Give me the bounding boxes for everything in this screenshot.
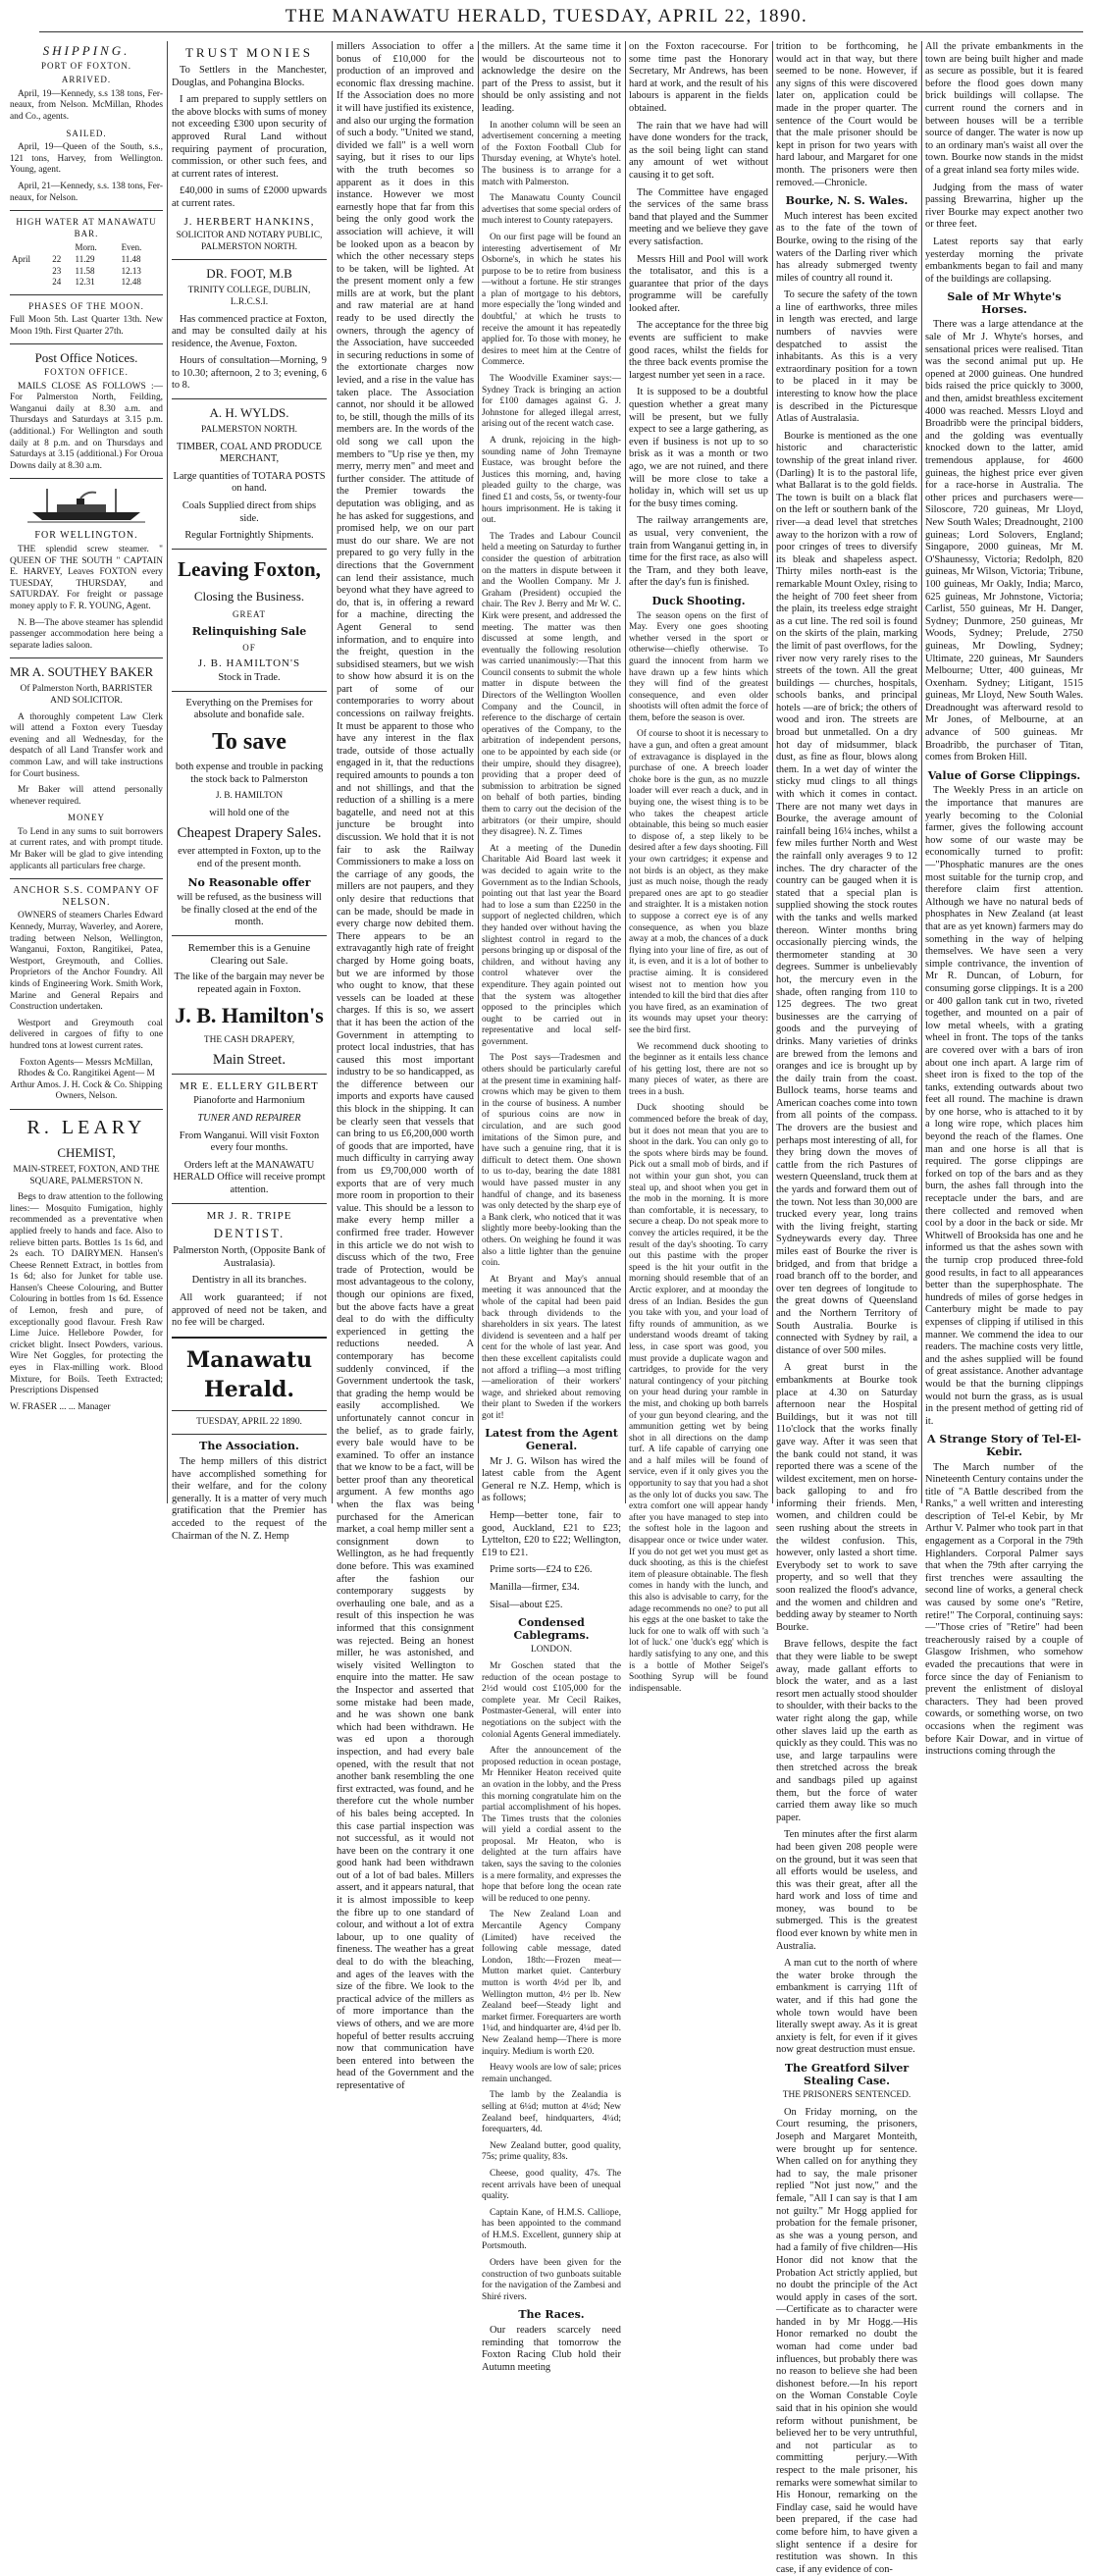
foot-sub: TRINITY COLLEGE, DUBLIN, L.R.C.S.I.: [187, 286, 311, 307]
whyte-horses-heading: Sale of Mr Whyte's Horses.: [947, 290, 1062, 316]
news-item: On our first page will be found an interesting advertisement of Mr Osborne's, in which he states his purpose to be to retire from business—without a fortune. He stir stranges a plan of mortgage to his debtors, more especially the 'long winded and doubtful,' at which he trusts to receive the amount it has repeatedly applied for. To those with money, he desires to meet him at the Centre of Commerce.: [482, 232, 621, 368]
hamilton-stock: J. B. HAMILTON'S: [197, 657, 301, 669]
duck-text: We recommend duck shooting to the beginner as it entails less chance of his getting lost, there are not so many pieces of water, as there are trees in a bush.: [629, 1041, 768, 1097]
foot-name: DR. FOOT, M.B: [206, 266, 292, 282]
wylds-sub: PALMERSTON NORTH.: [201, 425, 297, 436]
agent-text: Sisal—about £25.: [490, 1599, 563, 1610]
wellington-heading: FOR WELLINGTON.: [34, 530, 138, 542]
races-heading: The Races.: [518, 2308, 585, 2322]
agent-text: Hemp—better tone, fair to good, Auckland, £21 to £23; Lyttelton, £20 to £22; Wellington, £19 to £21.: [482, 1510, 621, 1558]
races-text: The Committee have engaged the services of the same brass band that played and the Summer meeting and we believe they gave every satisfaction.: [629, 186, 768, 247]
agent-text: Mr J. G. Wilson has wired the latest cable from the Agent General re N.Z. Hemp, which is as follows;: [482, 1455, 621, 1504]
jb-hamilton: J. B. HAMILTON: [215, 791, 284, 802]
article-text: trition to be forthcoming, he would act in that way, but there seemed to be none. However, if any signs of this were discovered later on, application could be made in the proper quarter. The sentence of the Court would be that the male prisoner should be kept in prison for two years with hard labour, and Margaret for one month. The prisoners were then removed.—Chronicle.: [776, 41, 917, 188]
races-text: Our readers scarcely need reminding that tomorrow the Foxton Racing Club hold their Autumn meeting: [482, 2325, 621, 2373]
to-save-text: both expense and trouble in packing the stock back to Palmerston: [175, 761, 324, 785]
duck-shooting-heading: Duck Shooting.: [651, 594, 746, 607]
leary-text: Begs to draw attention to the following lines:— Mosquito Fumigation, highly recommended as a preventative when applied freely to hands and face. Also to relieve bitten parts. Bottles 1s 1s 6d, and 2s each. TO DAIRYMEN. Hansen's Cheese Rennett Extract, in bottles from 1s 6d; also for Junket for table use. Hansen's Cheese Colouring, and Butter Colouring in bottles from 1s 6d. Essence of Lemon, fresh and pure, of exceptionally good flavour. Fresh Raw Lime Juice. Hellebore Powder, for cricket blight. Insect Powders, various. Wire Net Goggles, for protecting the eyes in Flax-milling work. Blood Mixture, for Boils. Teeth Extracted; Prescriptions Dispensed: [10, 1192, 163, 1396]
masthead-rule: [39, 31, 1083, 32]
tel-el-kebir-text: The March number of the Nineteenth Century contains under the title of "A Battle described from the Ranks," a well written and interesting description of Tel-el Kebir, by Mr Arthur V. Palmer who took part in that engagement as a Corporal in the 79th Highlanders. Corporal Palmer says that when the 79th after carrying the first trenches were assaulting the second line of works, a general check was caused by some one's "Retire, retire!" The Corporal, continuing says:—"Those cries of "Retire" had been treacherously raised by a couple of Glasgow Irishmen, who somehow evaded the precautions that were in force since the day of Fenianism to prevent the enlistment of disloyal characters. They had been proved cowards, or something worse, on two occasions when the regiment was before Kair Dowar, and in virtue of instructions coming through the: [925, 1461, 1083, 1758]
cable-text: The New Zealand Loan and Mercantile Agency Company (Limited) have received the following cable message, dated London, 18th:—Frozen meat—Mutton market quiet. Canterbury mutton is worth 4½d per lb, and Wellington mutton, 4½ per lb. New Zealand beef—Steady light and market firmer. Forequarters are worth 1¼d, and hindquarter are, 4¼d per lb. New Zealand hemp—There is more inquiry. Medium is worth £20.: [482, 1910, 621, 2057]
silver-case-text: On Friday morning, on the Court resuming, the prisoners, Joseph and Margaret Monteith, were brought up for sentence. When called on for anything they had to say, the male prisoner replied "Not just now," and the female, "All I can say is that I am not guilty." Mr Hogg applied for probation for the female prisoner, as she was a young person, and had a family of five children—His Honor did not know that the Probation Act strictly applied, but no doubt the principle of the Act would apply in cases of the sort.—Certificate as to character were handed in by Mr Hogg.—His Honor remarked no doubt the woman had come under bad influences, but probably there was no reason to believe she had been dishonest before.—In his report on the Woman Constable Coyle said that in his opinion she would reform without punishment, be believed her to be very untruthful, and not particular as to committing perjury.—With respect to the male prisoner, his remarks were somewhat similar to His Honour, remarking on the Findlay case, said he would have been prepared, if the case had come before him, to have given a slight sentence if a desire for restitution was shown. In this case, if any evidence of con-: [776, 2106, 917, 2575]
divider: [10, 1109, 163, 1110]
tide-cell: [10, 277, 50, 289]
masthead: [0, 0, 1093, 33]
cable-text: Mr Goschen stated that the reduction of the ocean postage to 2½d would cost £105,000 for the complete year. Mr Cecil Raikes, Postmaster-General, will enter into negotiations on the subject with the colonial Agents General immediately.: [482, 1660, 621, 1740]
baker-text: A thoroughly competent Law Clerk will attend a Foxton every Tuesday evening and all Wednesday, for the despatch of all Land Transfer work and common Law, and will take instructions for Court business.: [10, 711, 163, 779]
tide-cell: 12.31: [75, 277, 95, 288]
tide-cell: 23: [52, 265, 62, 276]
money-heading: MONEY: [68, 813, 105, 823]
hankins-name: J. HERBERT HANKINS,: [183, 215, 315, 228]
bourke-text: All the private embankments in the town are being built higher and made as secure as possible, but it is feared before the flood goes down many brick buildings will collapse. The current round the corners and in between houses will be a terrible source of danger. The water is now up to an ordinary man's waist all over the town. Bourke now stands in the midst of a great inland sea forty miles wide.: [925, 41, 1083, 176]
bourke-text: A great burst in the embankments at Bourke took place at 4.30 on Saturday afternoon near the Hospital Buildings, but it was not till 11o'clock that the works finally gave way. After it was seen that the bank could not stand, it was reported there was a scene of the wildest excitement, men on horse-back galloping to and fro informing their friends. Men, women, and children could be seen rushing about the streets in the wildest confusion. This, however, only lasted a short time. Everybody set to work to save property, and so well that they soon realized the flood's advance, and the women and children and bedding away by steamer to North Bourke.: [776, 1362, 917, 1633]
anchor-text: OWNERS of steamers Charles Edward Kennedy, Murray, Waverley, and Aorere, trading between Nelson, Wellington, Wanganui, Foxton, Rangitikei, Patea, Westport, Greymouth, and Collies. Proprietors of the Anchor Foundry. All kinds of Engineering Work. Smith Work, Marine and General Repairs and Construction undertaken.: [10, 911, 163, 1013]
tide-cell: 11.58: [75, 265, 95, 276]
cable-text: Heavy wools are low of sale; prices remain unchanged.: [482, 2063, 621, 2084]
bourke-text: Much interest has been excited as to the fate of the town of Bourke, owing to the rising of the waters of the Darling river which has already submerged twenty miles of country all round it.: [776, 210, 917, 284]
duck-text: The season opens on the first of May. Every one goes shooting whether versed in the sport or otherwise—chiefly otherwise. To guard the innocent from harm we have drawn up a few hints which they will find of the greatest consequence, and even older shootists will often admit the force of them, before the season is over.: [629, 610, 768, 723]
newspaper-masthead-title: THE MANAWATU HERALD, TUESDAY, APRIL 22, 1890.: [285, 6, 808, 26]
cable-text: After the announcement of the proposed reduction in ocean postage, Mr Henniker Heaton received quite an ovation in the lobby, and the Press this morning congratulate him on the partial accomplishment of his hopes. The Times trusts that the colonies will yield a cordial assent to the proposal. Mr Heaton, who is delighted at the turn affairs have taken, says the saving to the colonies is a mere formality, and expresses the hope that before long the ocean rate will be reduced to one penny.: [482, 1746, 621, 1904]
ellery-sub: Pianoforte and Harmonium: [193, 1095, 305, 1107]
agent-general-heading: Latest from the Agent General.: [485, 1427, 618, 1453]
bourke-text: Bourke is mentioned as the one historic and characteristic township of the great inland river. (Darling) It is to the pastoral life, what Ballarat is to the gold fields. The town is built on a black flat on the left or southern bank of the river—a dead level that stretches away to the horizon with a row of poor cringes of trees to diversify its bleak and shapeless aspect. Thirty miles north-east is the remarkable Mount Oxley, rising to the height of 700 feet sheer from the plain, its treeless edge straight as a cut line. The red soil is found on the skirts of the plain, marking the limit of past overflows, for the river now very rarely rises to the streets of the town. All the great buildings — churches, hospitals, schools banks, and principal hotels —are of brick; the others of wood and iron. The streets are broad but unmetalled. On a dry hot day of midsummer, black dust, as fine as flour, blows along them. In a wet day of winter the sticky mud clings to all things with which it comes in contact. There are not many wet days in Bourke, the average amount of rainfall being 16¼ inches, whilst a few miles further North and West the rainfall only averages 9 to 12 inches. The dry character of the country can be gauged when it is stated that a special plan is supplied showing the stock routes with the tanks and wells marked thereon. Winter months bring occasionally piercing winds, the thermometer standing at 30 degrees. Summer is unbelievably hot, the mercury even in the shade, often ranging from 110 to 125 degrees. The two great businesses are the carrying of goods and the purveying of drinks. Many varieties of drinks are brewed from the lemons and oranges and ice is brought up by the daily train from the coast. Bullock teams, horse teams and American coaches come into town from all points of the compass. The drovers are the busiest and perhaps most interesting of all, for they bring down the moves of cattle from the rich Pastures of western Queensland, truck them at the yards and forward them out of the town. Not less than 30,000 are trucked every year, long trains with the living freight, starting Sydneywards every day. Three miles east of Bourke the river is bridged, and from that bridge a road branch off to the border, and over ten degrees of longitude to the great downs of Queensland and the Northern Territory of South Australia. Bourke is connected with Sydney by rail, a distance of over 500 miles.: [776, 430, 917, 1356]
duck-text: Duck shooting should be commenced before the break of day, but it does not mean that you are to shoot in the dark. You can only go to the spots where birds may be found. Pick out a small mob of birds, and if not within your gun shot, you can steal up, and shoot when you get in the mob in the morning. It is more than comfortable, it is necessary, to secure a cheap. Do not speak more to convey the articles required, it be the result of the day's shooting. To carry out this pastime with the proper speed is the hit your outfit in the morning should resemble that of an Arctic explorer, and at moonday the dress of an Indian. Besides the gun you take with you, and your load of fifty rounds of ammunition, as we understand woods dreamt of taking less, in case sport was good, you must provide a duplicate wagon and cartridges, to provide for the very natural contingency of your pitching on your head during your ramble in the mist, and choking up both barrels of your gun beyond clearing, and the ammunition getting wet by being shot in all directions on the damp turf. A life capable of carrying one and a half miles will be found of service, even if it only gives you the opportunity to say that you had a shot as the only lot of ducks you saw. The extra comfort one will appear handy after you have managed to step into the softest hole in the lagoon and disappear once or twice under water. If you do not get wet you must get as duck shooting, as this is the chiefest item of pleasure obtainable. The flesh comes in handy with the lunch, and this also is advisable to carry, for the adage recommends no one? to put all his eggs at the one basket to take the luck for one to walk off with such 'a lot of luck.' one 'duck's egg' which is hardly satisfying to any one, and this is a bottle of Mother Seigel's Soothing Syrup will be found indispensable.: [629, 1103, 768, 1694]
trust-text: I am prepared to supply settlers on the above blocks with sums of money not exceeding £300 upon security of approved Rural Land without requiring payment of procuration, commission, or other such fees, and at current rates of interest.: [172, 94, 327, 180]
column-rule: [921, 41, 922, 1503]
tide-col-head: Morn.: [75, 242, 97, 253]
divider: [172, 1337, 327, 1339]
trust-text: £40,000 in sums of £2000 upwards at current rates.: [172, 185, 327, 209]
wylds-text: Coals Supplied direct from ships side.: [182, 500, 317, 524]
tide-cell: 11.29: [75, 253, 95, 264]
tide-cell: [10, 266, 50, 278]
tripe-text: Palmerston North, (Opposite Bank of Australasia).: [173, 1245, 326, 1269]
ellery-tuner: TUNER AND REPAIRER: [197, 1113, 301, 1125]
divider: [172, 549, 327, 550]
races-text: The acceptance for the three big events are sufficient to make good races, whilst the fields for the three back events promise the largest number yet seen in a race.: [629, 320, 768, 381]
cash-drapery: THE CASH DRAPERY,: [203, 1035, 295, 1046]
column-6: [776, 41, 917, 2575]
divider: [10, 294, 163, 295]
silver-case-sub: THE PRISONERS SENTENCED.: [782, 2090, 911, 2101]
tripe-name: MR J. R. TRIPE: [206, 1209, 292, 1222]
baker-name: MR A. SOUTHEY BAKER: [10, 664, 154, 680]
wylds-text: TIMBER, COAL AND PRODUCE MERCHANT,: [177, 441, 322, 465]
column-rule: [332, 41, 333, 1503]
divider: [172, 259, 327, 260]
association-heading: The Association.: [199, 1440, 299, 1453]
newspaper-nameplate: Manawatu Herald.: [185, 1346, 313, 1402]
cable-text: New Zealand butter, good quality, 75s; prime quality, 83s.: [482, 2140, 621, 2163]
hankins-sub: SOLICITOR AND NOTARY PUBLIC, PALMERSTON NORTH.: [176, 231, 323, 252]
agent-text: Prime sorts—£24 to £26.: [490, 1564, 593, 1576]
divider: [10, 343, 163, 344]
leaving-foxton-heading: Leaving Foxton,: [178, 556, 321, 581]
trust-text: To Settlers in the Manchester, Douglas, and Pohangina Blocks.: [172, 65, 327, 88]
tide-header-row: [10, 242, 163, 254]
column-1: [10, 41, 163, 1503]
relinquishing-sale: Relinquishing Sale: [191, 625, 307, 639]
post-office-sub: FOXTON OFFICE.: [44, 367, 129, 378]
tide-cell: 22: [52, 253, 62, 264]
tide-cell: 12.13: [121, 265, 141, 276]
divider: [172, 1434, 327, 1435]
races-text: Messrs Hill and Pool will work the totalisator, and this is a guarantee that prior of the days programme will be carefully looked after.: [629, 253, 768, 314]
baker-text: Mr Baker will attend personally whenever required.: [10, 785, 163, 807]
moon-phases: Full Moon 5th. Last Quarter 13th. New Moon 19th. First Quarter 27th.: [10, 315, 163, 337]
sailed-text: April, 19—Queen of the South, s.s., 121 tons, Harvey, from Wellington. Young, agent.: [10, 142, 163, 176]
whyte-text: There was a large attendance at the sale of Mr J. Whyte's horses, and sensational prices were realised. Titan was the second animal put up. He opened at 2000 guineas. One hundred bids raised the price quickly to 3000, and then, amidst breathless excitement 4000 was reached. Messrs Lloyd and Broadribb were the principal bidders, and the golding was eventually knocked down to the latter, amid tremendous applause, for 4600 guineas, the highest price ever given for a race-horse in Australia. The other prices and purchasers were—Siloscore, 720 guineas, Mr Lloyd, New South Wales; Dreadnought, 2100 guineas; Lord Solovers, England; Singapore, 2000 guineas, Mr M. O'Shaunessy, Victoria; Redolph, 820 guineas, Mr Wilson, Victoria; Tribune, 100 guineas, Mr Oakly, India; Marco, 625 guineas, Mr Johnstone, Victoria; Carlist, 550 guineas, Mr H. Danger, Sydney; Dunmore, 250 guineas, Mr Woods, Sydney; Prelude, 2750 guineas, Mr Dowling, Sydney; Ultimate, 220 guineas, Mr Saunders Melbourne; Utter, 400 guineas, Mr Oxenham. Sydney; Litigant, 1515 guineas, Mr Lloyd, New South Wales. Dreadnought was afterward resold to Mr Jones, of Melbourne, at an advance of 500 guineas. Mr Broadribb, the purchaser of Titan, comes from Broken Hill.: [925, 319, 1083, 763]
divider: [172, 691, 327, 692]
column-7: [925, 41, 1083, 1758]
shipping-heading: SHIPPING.: [42, 43, 130, 58]
cablegrams-sub: LONDON.: [531, 1645, 572, 1656]
arrived-text: April, 19—Kennedy, s.s 138 tons, Fer-neaux, from Nelson. McMillan, Rhodes and Co., agents.: [10, 88, 163, 122]
bourke-text: To secure the safety of the town a line of earthworks, three miles in length was erected, and large numbers of navvies were despatched to assist the inhabitants. As this is a very extraordinary position for a town to be placed in it may be interesting to know how the place is described in the Picturesque Atlas of Australasia.: [776, 289, 917, 425]
divider: [10, 210, 163, 211]
divider: [172, 935, 327, 936]
divider: [172, 1074, 327, 1075]
article-text: The hemp millers of this district have accomplished something for their welfare, and for the colony generally. It is a matter of very much gratification that the Premier has acceded to the request of the Chairman of the N. Z. Hemp: [172, 1455, 327, 1542]
leary-sub: CHEMIST,: [57, 1144, 116, 1160]
wylds-text: Large quantities of TOTARA POSTS on hand.: [173, 470, 326, 495]
divider: [10, 878, 163, 879]
leary-name: R. LEARY: [26, 1116, 146, 1138]
races-text: on the Foxton racecourse. For some time past the Honorary Secretary, Mr Andrews, has been hard at work, and the result of his labours is apparent in the fields obtained.: [629, 41, 768, 114]
cablegrams-heading: Condensed Cablegrams.: [513, 1616, 590, 1642]
news-item: A drunk, rejoicing in the high-sounding name of John Tremayne Eustace, was brought before the Justices this morning, and, having pleaded guilty to the charge, was fined £1 and costs, 5s, or twenty-four hours imprisonment. He is taking it out.: [482, 436, 621, 526]
tide-table: [10, 242, 163, 288]
column-3: [337, 41, 474, 2091]
column-rule: [625, 41, 626, 1503]
post-office-text: MAILS CLOSE AS FOLLOWS :— For Palmerston North, Feilding, Wanganui daily at 8.30 a.m. and Thursdays and Saturdays at 3.15 p.m. (additional.) For Wellington and south daily at 8 p.m. and on Thursdays and Saturdays at 3.15 (additional.) For Oroua Downs daily at 8.30 a.m.: [10, 381, 163, 471]
tide-col-head: Even.: [121, 242, 142, 253]
foot-hours: Hours of consultation—Morning, 9 to 10.30; afternoon, 2 to 3; evening, 6 to 8.: [172, 355, 327, 392]
foot-text: Has commenced practice at Foxton, and may be consulted daily at his residence, the Avenue, Foxton.: [172, 313, 327, 349]
main-street: Main Street.: [212, 1051, 286, 1068]
great-label: GREAT: [233, 608, 266, 619]
no-reasonable-offer: No Reasonable offer: [187, 875, 311, 889]
gorse-heading: Value of Gorse Clippings.: [927, 768, 1081, 782]
news-item: At Bryant and May's annual meeting it was announced that the whole of the capital had been paid back through dividends to the shareholders in six years. The latest dividend is seventeen and a half per cent for the whole of last year. And then these excellent capitalists could not afford a trifling—a most trifling—amelioration of their workers' wage, and shrieked about removing their plant to Sweden if the workers got it!: [482, 1274, 621, 1421]
tide-cell: April: [12, 253, 30, 264]
divider: [172, 1410, 327, 1411]
wylds-name: A. H. WYLDS.: [209, 405, 289, 421]
article-text: the millers. At the same time it would be discourteous not to acknowledge the desire on the part of the Press to assist, but it should be only assisting and not leading.: [482, 41, 621, 114]
wylds-text: Regular Fortnightly Shipments.: [184, 530, 314, 542]
steamship-icon: [27, 485, 145, 524]
ellery-text: From Wanganui. Will visit Foxton every four months.: [179, 1130, 320, 1154]
port-label: PORT OF FOXTON.: [41, 60, 131, 71]
news-item: The Trades and Labour Council held a meeting on Saturday to further consider the question of arbitration on the matters in dispute between it and the Woollen Company. Mr J. Graham (President) occupied the chair. The Rev J. Berry and Mr W. C. Kirk were present, and addressed the meeting. The matter was then discussed at some length, and eventually the following resolution was carried unanimously:—That this Council consents to submit the whole matter in dispute between the Directors of the Wellington Woollen Company and the Council, in reference to the discharge of certain operatives of the Company, to the arbitration of independent persons, one to be appointed by each side (or their umpire, should they disagree), providing that a proper deed of submission to arbitration be signed on behalf of both parties, binding them to carry out the decision of the arbitrators (or their umpire, should they disagree). N. Z. Times: [482, 531, 621, 838]
column-rule: [167, 41, 168, 1503]
column-5: [629, 41, 768, 1694]
tide-cell: 12.48: [121, 277, 141, 288]
likes-text: The like of the bargain may never be repeated again in Foxton.: [174, 972, 325, 995]
column-2: [172, 41, 327, 1542]
bourke-heading: Bourke, N. S. Wales.: [785, 194, 909, 208]
column-4: [482, 41, 621, 2373]
wellington-note: N. B—The above steamer has splendid passenger accommodation here being a separate ladies saloon.: [10, 617, 163, 651]
column-rule: [478, 41, 479, 1503]
trust-heading: TRUST MONIES: [184, 45, 314, 60]
anchor-heading: ANCHOR S.S. COMPANY OF NELSON.: [13, 885, 160, 908]
cable-text: Captain Kane, of H.M.S. Calliope, has been appointed to the command of H.M.S. Excellent, gunnery ship at Portsmouth.: [482, 2207, 621, 2252]
cable-text: The lamb by the Zealandia is selling at 6¼d; mutton at 4¼d; New Zealand beef, hindquarters, 4¼d; forequarters, 4d.: [482, 2090, 621, 2135]
sailed-label: SAILED.: [66, 128, 107, 138]
cable-text: Orders have been given for the construction of two gunboats suitable for the navigation of the Zambesi and Shiré rivers.: [482, 2258, 621, 2302]
tel-el-kebir-heading: A Strange Story of Tel-El-Kebir.: [927, 1433, 1081, 1458]
money-text: To Lend in any sums to suit borrowers at current rates, and with prompt titude. Mr Baker will be glad to give intending applicants all particulars free charge.: [10, 826, 163, 871]
bourke-text: Judging from the mass of water passing Brewarrina, higher up the river Bourke may expect another two or three feet.: [925, 182, 1083, 231]
tide-row: [10, 254, 163, 266]
tide-row: [10, 266, 163, 278]
ellery-name: MR E. ELLERY GILBERT: [180, 1079, 319, 1092]
tripe-sub: DENTIST.: [213, 1226, 286, 1241]
baker-sub: Of Palmerston North, BARRISTER AND SOLICITOR.: [20, 684, 153, 706]
article-text: millers Association to offer a bonus of £10,000 for the production of an improved and economic flax dressing machine. If the Association does no more it will have justified its existence, and also our urging the formation of such a body. "United we stand, divided we fall" is a well worn saying, but it rises to our lips with the truth becomes so apparent as it does in this instance. However we most earnestly hope that far from this being the only good work the association will achieve, it will be looked upon as a beacon by which the other necessary steps to be taken, will be lighted. At the present moment only a few mills are at work, but the plant and raw material are at hand ready to be used directly the owners, through the agency of the Association, have succeeded in securing reductions in some of the extortionate charges now levied, and a rise in the value has taken place. The Association cannot, nor should it be allowed to, be still, though the mills of its members are. In the words of the old song we call upon the members to "Up rise ye then, my merry, merry men" and meet and further consider. The attitude of the Premier towards the deputation was obliging, and as he has asked for suggestions, and promised help, we on our part must do our share. We are not prepared to go very fully in the directions that the Government can lend their assistance, much beyond what they have agreed to do, that is, in offering a reward for a machine, directing the Agent General to send information, and to enquire into the freight, question in the subsidised steamers, but we wish to show how absurd it is on the part of some of our contemporaries to worry about concessions on railway freights. It must be apparent to those who have any interest in the flax trade, outside of those actually engaged in it, that the reductions required amounts to pounds a ton and not shillings, and that the reduction of a shilling is a mere bagatelle, and need not at this juncture be brought into discussion. We hold that it is not fair to ask the Railway Commissioners to make a loss on the carriage of any goods, the millers are not paupers, and they only desire that reductions that can be made, should be made in every charge now debited them. There appears to be an extravagantly high rate of freight charged by Home going boats, but we are informed by those who ought to know, that these vessels can be loaded at these charges. If this is so, we assert that it has been the action of the Government in attempting to protect local industries, that has caused this most important industry to be so handicapped, as the difference between our imports and exports have caused this block in the shipping. It can be clearly seen that vessels that can bring to us £6,200,000 worth of goods that are imported, have much difficulty in carrying away from us £9,700,000 worth of exports that are of very much more room in proportion to their value. This should be a lesson to make every hemp miller a confirmed free trader. However in this article we do not wish to discuss which of the two, Free trade of Protection, would be most advantageous to the colony, though our opinions are fixed, but the above facts have a great deal to do with the difficulty experienced in getting the reductions needed. A contemporary has become suddenly convinced, if the Government undertook the task, that grading the hemp would be easily accomplished. We unfortunately cannot concur in the belief, as to grade fairly, every bale would have to be examined. To offer an instance that we know to be a fact, will be better proof than any theoretical argument. A few months ago when the flax was being purchased for the American market, a coal hemp miller sent a consignment down to Wellington, as he had frequently done before. This was examined after the fashion our contemporary suggests by overhauling one bale, and as a result of this inspection he was informed that this consignment was rejected. Being an honest miller, he was astonished, and wisely visited Wellington to enquire into the matter. He saw the Inspector and asserted that some mistake had been made, and he was shown one bank which had been withdrawn. He was ed upon a thorough inspection, and had every bale opened, with the result that not another bank resembling the one first extracted, was found, and he therefore cut the whole number of his bales being accepted. In this case partial inspection was not successful, as it would not have been on the contrary it one good hank had been withdrawn out of a lot of bad bales. Millers assert, and it appears natural, that it is almost impossible to keep the fibre up to one standard of colour, and without a lot of extra labour, up to one quality of fineness. The weather has a great deal to do with the bleaching, and ages of the leaves with the size of the fibre. We look to the practical advice of the millers as of more importance than the views of others, and we are more hopeful of better results accruing now that communication have been entered into between the head of the Government and the representative of: [337, 41, 474, 2091]
races-text: The railway arrangements are, as usual, very convenient, the train from Wanganui getting in, in time for the first race, as also will the Tram, and they both leave, after the day's fun is finished.: [629, 515, 768, 589]
of-label: OF: [242, 643, 256, 653]
arrived-label: ARRIVED.: [61, 75, 112, 85]
news-item: The Woodville Examiner says:—Sydney Track is bringing an action for £100 damages against G. J. Johnstone for alleged illegal arrest, arising out of the recent watch case.: [482, 374, 621, 430]
wellington-text: THE splendid screw steamer. " QUEEN OF THE SOUTH " CAPTAIN E. HARVEY, Leaves FOXTON every TUESDAY, THURSDAY, and SATURDAY. For freight or passage money apply to F. R. YOUNG, Agent.: [10, 545, 163, 611]
divider: [10, 657, 163, 658]
divider: [172, 398, 327, 399]
stock-in-trade: Stock in Trade.: [218, 672, 281, 684]
cheapest-sales: Cheapest Drapery Sales.: [177, 825, 322, 842]
bourke-text: Brave fellows, despite the fact that they were liable to be swept away, made gallant efforts to block the water, and as a last resort men actually stood shoulder to shoulder, with their backs to the water right along the gap, while other slaves laid up the earth as quickly as they could. This was no use, and large tarpaulins were then stretched across the break and sandbags piled up against them, but the force of water carried them away like so much paper.: [776, 1639, 917, 1823]
news-item: At a meeting of the Dunedin Charitable Aid Board last week it was decided to again write to the Government as to the Indian Schools, pointing out that last year the Board had to lose a sum than £2250 in the support of neglected children, which they handed over without having the slightest control in regard to the persons bringing up or disposal of the children, and without having any control whatever over the expenditure. They again pointed out that the system was altogether opposed to the principles which ought to be carried out in representative and local self-government.: [482, 843, 621, 1047]
post-office-heading: Post Office Notices.: [34, 350, 138, 366]
races-text: The rain that we have had will have done wonders for the track, as the soil being light can stand any amount of wet without causing it to get soft.: [629, 120, 768, 181]
gorse-text: The Weekly Press in an article on the importance that manures are yearly becoming to the Colonial farmer, gives the following account how some of our waste may be economically turned to profit:—"Phosphatic manures are the ones most suitable for the turnip crop, and therefore claim first attention. Although we have no natural beds of phosphates in New Zealand (at least that are as yet known) farmers may do something in the way of helping themselves. We have seen a very simple contrivance, the invention of Mr R. Duncan, of Loburn, for consuming gorse clippings. It is a 200 or 400 gallon tank cut in two, riveted together, and mounted on a pair of low metal wheels, with a grating wheel in front. The tops of the tanks are covered over with a bars of iron about one inch apart. A large rim of sheet iron is fixed to the top of the tanks, extending outwards about two feet all round. The machine is drawn by one horse, who is attached to it by a long wire rope, which places him beyond the reach of the flames. One man and one horse is all that is required. The gorse clippings are forked on top of the bars and as they burn, the ashes fall through into the receptacle under the bars, and are there collected and removed when cool by a door in the back or side. Mr Whitwell of Brooksida has one and he informed us that the ashes sown with the turnip crop produced three-fold good results, in fact to all appearances better than the superphosphate. The hundreds of miles of gorse hedges in Canterbury might be made to pay expenses of clipping if utilised in this manner. We commend the idea to our readers. The machine costs very little, and the ashes supplied will be found of great assistance. Another advantage would be that the burning clippings would not burn the grass, as is usual in the present method of getting rid of it.: [925, 785, 1083, 1427]
column-rule: [772, 41, 773, 1503]
leary-manager: W. FRASER ... ... Manager: [10, 1401, 111, 1412]
will-be-refused: will be refused, as the business will be finally closed at the end of the month.: [177, 892, 322, 928]
ever-attempted: ever attempted in Foxton, up to the end of the present month.: [178, 846, 321, 869]
news-item: The Post says—Tradesmen and others should be particularly careful at the present time in examining half-crowns which may be given to them in the course of business. A number of spurious coins are now in circulation, and are such good imitations of the Simon pure, and have such a genuine ring, that it is difficult to detect them. One shown to us to-day, bearing the date 1881 would have passed muster in any handful of change, and its baseness was only detected by the sharp eye of a Bank clerk, who noticed that it was slightly more beeby-looking than the others. On weighing he found it was also a little lighter than the genuine coin.: [482, 1053, 621, 1269]
anchor-text: Westport and Greymouth coal delivered in cargoes of fifty to one hundred tons at lowest current rates.: [10, 1018, 163, 1051]
tide-cell: 11.48: [121, 253, 141, 264]
closing-business: Closing the Business.: [193, 588, 305, 604]
sailed-text: April, 21—Kennedy, s.s. 138 tons, Fer-neaux, for Nelson.: [10, 181, 163, 203]
bourke-text: A man cut to the north of where the water broke through the embankment is carrying 11ft of water, and if this had gone the whole town would have been literally swept away. As it is great anxiety is felt, for even if it gives now great destruction must ensue.: [776, 1958, 917, 2056]
duck-text: Of course to shoot it is necessary to have a gun, and often a great amount of extravagance is displayed in the purchase of one. A breech loader choke bore is the gun, as no muzzle loader will ever reach a duck, and in buying one, the wisest thing is to be who takes the cheapest article obtainable, this being so much easier to dispose of, a step likely to be desired after a few days shooting. Fill your own cartridges; it expense and not birds is an object, as they make just as much noise, though the ready prepared ones are apt to go steadier and straighter. It is a mistaken notion to suppose a correct eye is of any consequence, as when you blaze away at a mob, the chances of a duck flying into your line of fire, as out of it, is even, and it is a lot of bother to practise aiming. It is considered wisest not to mention how you intended to kill the bird that dies after you have fired, as an examination of its wounds may upset your theory: see the bird first.: [629, 729, 768, 1035]
divider: [172, 1203, 327, 1204]
news-item: The Manawatu County Council advertises that some special orders of much interest to County ratepayers.: [482, 193, 621, 227]
agent-text: Manilla—firmer, £34.: [490, 1582, 580, 1593]
races-text: It is supposed to be a doubtful question whether a great many will be present, but we fully expect to see a large gathering, as even if business is not up to so brisk as it was a month or two ago, we are not ruined, and there will be more close to take a holiday in, which will set us up for the busy times coming.: [629, 387, 768, 509]
tide-row: [10, 277, 163, 289]
silver-case-heading: The Greatford Silver Stealing Case.: [784, 2062, 910, 2087]
bourke-text: Latest reports say that early yesterday morning the private embankments began to fail and many of the buildings are collapsing.: [925, 236, 1083, 285]
news-item: In another column will be seen an advertisement concerning a meeting of the Foxton Football Club for Thursday evening, at Whyte's hotel. The business is to arrange for a match with Palmerston.: [482, 120, 621, 187]
ellery-text: Orders left at the MANAWATU HERALD Office will receive prompt attention.: [173, 1159, 326, 1196]
remember-text: Remember this is a Genuine Clearing out Sale.: [187, 941, 311, 967]
moon-heading: PHASES OF THE MOON.: [28, 300, 144, 311]
to-save-heading: To save: [212, 728, 286, 755]
will-hold: will hold one of the: [209, 807, 289, 818]
tide-cell: 24: [52, 277, 62, 288]
leary-address: MAIN-STREET, FOXTON, AND THE SQUARE, PALMERSTON N.: [13, 1164, 160, 1186]
tripe-text: All work guaranteed; if not approved of need not be taken, and no fee will be charged.: [172, 1292, 327, 1329]
everything-text: Everything on the Premises for absolute and bonafide sale.: [185, 697, 313, 721]
jb-hamiltons-heading: J. B. Hamilton's: [175, 1003, 324, 1028]
bourke-text: Ten minutes after the first alarm had been given 208 people were on the ground, but it was seen that all efforts would be useless, and this was their great, after all the hard work and loss of time and money, was bound to be submerged. This is the greatest flood ever known by white men in Australia.: [776, 1829, 917, 1952]
tripe-text: Dentistry in all its branches.: [191, 1275, 307, 1287]
paper-date: TUESDAY, APRIL 22 1890.: [196, 1416, 302, 1427]
anchor-agents: Foxton Agents— Messrs McMillan, Rhodes & Co. Rangitikei Agent— M Arthur Amos. J. H. Cock & Co. Shipping Owners, Nelson.: [10, 1057, 163, 1102]
cable-text: Cheese, good quality, 47s. The recent arrivals have been of unequal quality.: [482, 2168, 621, 2202]
tide-heading: HIGH WATER AT MANAWATU BAR.: [16, 217, 157, 238]
divider: [10, 478, 163, 479]
